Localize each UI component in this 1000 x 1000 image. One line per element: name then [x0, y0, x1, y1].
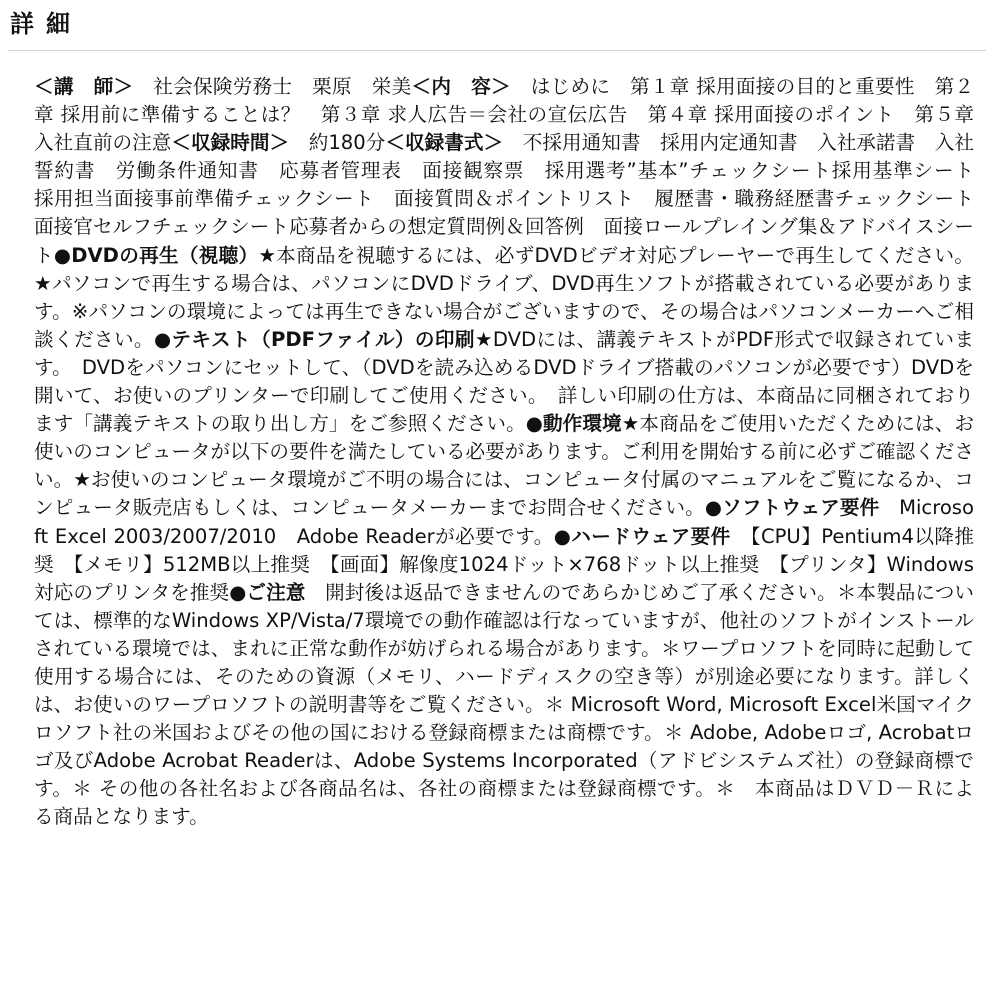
section-text: 開封後は返品できませんのであらかじめご了承ください。＊本製品については、標準的なWindows XP/Vista/7環境での動作確認は行なっていますが、他社のソフトがインストールされている環境では、まれに正常な動作が妨げられる場合があります。＊ワープロソフトを同時に起動して使用する場合には、そのための資源（メモリ、ハードディスクの空き等）が別途必要になります。詳しくは、お使いのワープロソフトの説明書等をご覧ください。＊ Microsoft Word, Microsoft Excel米国マイクロソフト社の米国およびその他の国における登録商標または商標です。＊ Adobe, Adobeロゴ, Acrobatロゴ及びAdobe Acrobat Readerは、Adobe Systems Incorporated（アドビシステムズ社）の登録商標です。＊ その他の各社名および各商品名は、各社の商標または登録商標です。＊ 本商品はＤＶＤ－Ｒによる商品となります。 — [34, 580, 974, 829]
section-label: ＜収録時間＞ — [171, 131, 290, 155]
section-label: ●ハードウェア要件 — [553, 524, 731, 548]
section-label: ●DVDの再生（視聴） — [53, 243, 259, 267]
section-text: はじめに 第１章 採用面接の目的と重要性 第２章 採用前に準備することは？ 第３章 求人広告＝会社の宣伝広告 第４章 採用面接のポイント 第５章 入社直前の注意 — [34, 75, 975, 155]
section-label: ●動作環境 — [525, 412, 622, 436]
section-text: 約180分 — [289, 131, 386, 155]
section-text: Microsoft Excel 2003/2007/2010 Adobe Readerが必要です。 — [34, 496, 975, 548]
section-label: ●ご注意 — [229, 580, 306, 604]
section-text: ★本商品をご使用いただくためには、お使いのコンピュータが以下の要件を満たしている必要があります。ご利用を開始する前に必ずご確認ください。★お使いのコンピュータ環境がご不明の場合には、コンピュータ付属のマニュアルをご覧になるか、コンピュータ販売店もしくは、コンピュータメーカーまでお問合せください。 — [34, 412, 974, 520]
page-title: 詳細 — [10, 10, 82, 38]
section-label: ●テキスト（PDFファイル）の印刷 — [153, 327, 475, 351]
section-label: ＜内 容＞ — [411, 75, 511, 98]
detail-header — [8, 2, 986, 51]
section-text: ★DVDには、講義テキストがPDF形式で収録されています。 DVDをパソコンにセットして、（DVDを読み込めるDVDドライブ搭載のパソコンが必要です）DVDを開いて、お使いのプリンターで印刷してご使用ください。 詳しい印刷の仕方は、本商品に同梱されております「講義テキストの取り出し方」をご参照ください。 — [34, 327, 975, 436]
section-label: ＜収録書式＞ — [385, 131, 504, 155]
section-label: ●ソフトウェア要件 — [704, 496, 880, 520]
detail-description — [34, 73, 994, 832]
section-text: 【CPU】Pentium4以降推奨 【メモリ】512MB以上推奨 【画面】解像度1024ドット×768ドット以上推奨 【プリンタ】Windows対応のプリンタを推奨 — [34, 524, 975, 604]
section-text: 社会保険労務士 栗原 栄美 — [133, 75, 412, 98]
section-label: ＜講 師＞ — [34, 75, 134, 98]
section-text: ★本商品を視聴するには、必ずDVDビデオ対応プレーヤーで再生してください。★パソコンで再生する場合は、パソコンにDVDドライブ、DVD再生ソフトが搭載されている必要があります。※パソコンの環境によっては再生できない場合がございますので、その場合はパソコンメーカーへご相談ください。 — [34, 243, 974, 351]
section-text: 不採用通知書 採用内定通知書 入社承諾書 入社誓約書 労働条件通知書 応募者管理表 面接観察票 採用選考”基本”チェックシート採用基準シート 採用担当面接事前準備チェックシート 面接質問＆ポイントリスト 履歴書・職務経歴書チェックシート 面接官セルフチェックシート応募者からの想定質問例＆回答例 面接ロールプレイング集＆アドバイスシート — [34, 131, 994, 267]
